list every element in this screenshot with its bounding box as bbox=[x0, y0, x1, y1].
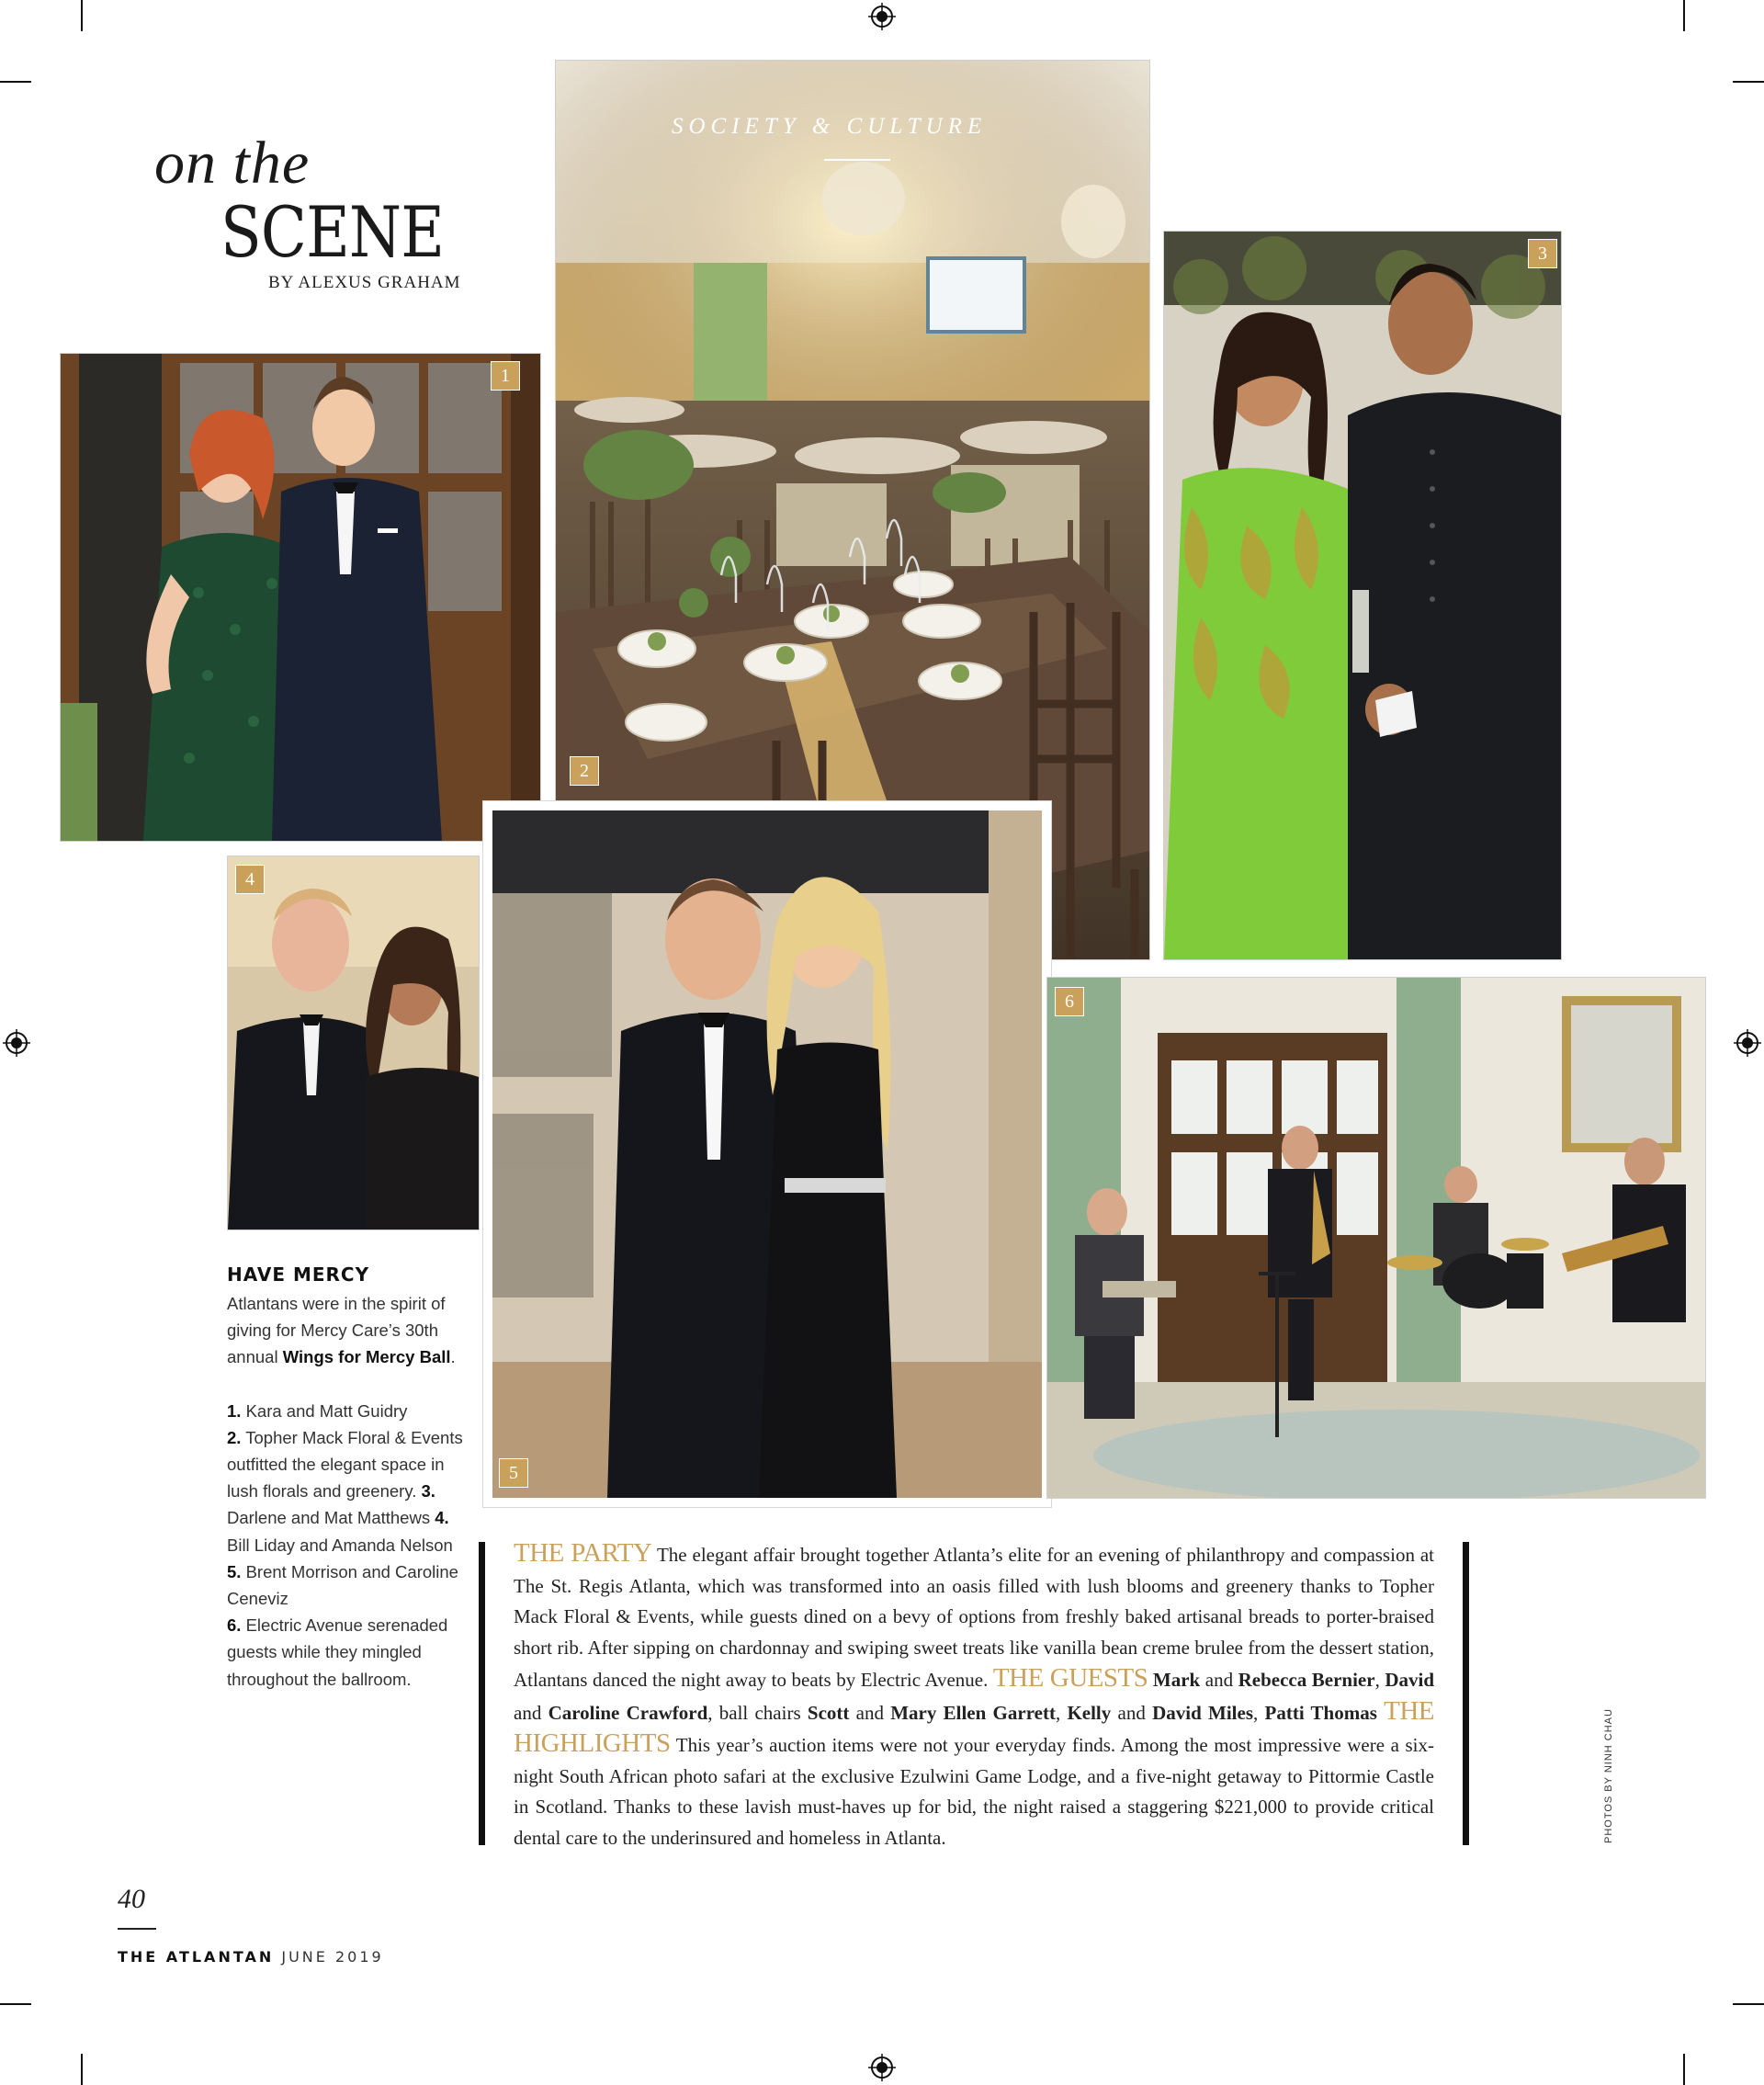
section-label: SOCIETY & CULTURE bbox=[672, 114, 988, 139]
photo-band bbox=[1046, 977, 1706, 1499]
photo-number-badge: 6 bbox=[1055, 987, 1084, 1016]
couple-3-image bbox=[1164, 232, 1561, 959]
party-text: The elegant affair brought together Atlanta’s elite for an evening of philanthropy and compassion at The St. Regis Atlanta, which was transformed into an oasis filled with lush blooms and greenery thanks to Topher Mack Floral & Events, while guests dined on a bevy of options from freshly baked artisanal breads to porter-braised short rib. After sipping on chardonnay and swiping sweet treats like vanilla bean creme brulee from the dessert station, Atlantans danced the night away to beats by Electric Avenue. bbox=[514, 1544, 1434, 1691]
headline-on-the: on the bbox=[154, 130, 311, 197]
guest-name: David bbox=[1385, 1669, 1435, 1691]
photo-number-badge: 3 bbox=[1528, 239, 1557, 268]
crop-mark bbox=[81, 0, 83, 31]
registration-mark-icon bbox=[1734, 1029, 1761, 1057]
couple-5-image bbox=[492, 810, 1042, 1498]
crop-mark bbox=[81, 2054, 83, 2085]
band-image bbox=[1047, 978, 1705, 1498]
section-rule bbox=[824, 159, 890, 161]
caption-item: 1. Kara and Matt Guidry bbox=[227, 1400, 408, 1421]
caption-item: 3. Darlene and Mat Matthews bbox=[227, 1481, 435, 1528]
registration-mark-icon bbox=[868, 2054, 896, 2081]
heading-the-party: THE PARTY bbox=[514, 1538, 652, 1568]
registration-mark-icon bbox=[3, 1029, 30, 1057]
crop-mark bbox=[0, 81, 31, 83]
caption-item: 5. Brent Morrison and Caroline Ceneviz bbox=[227, 1561, 458, 1609]
photo-credit: PHOTOS BY NINH CHAU bbox=[1603, 1708, 1614, 1843]
sidebar-intro-text: Atlantans were in the spirit of giving for Mercy Care’s 30th annual bbox=[227, 1294, 446, 1367]
heading-the-guests: THE GUESTS bbox=[992, 1663, 1148, 1693]
photo-number-badge: 4 bbox=[235, 865, 265, 894]
photo-couple-5 bbox=[483, 801, 1051, 1507]
photo-couple-3 bbox=[1163, 231, 1562, 960]
crop-mark bbox=[1683, 0, 1685, 31]
guest-name: Mark bbox=[1152, 1669, 1201, 1691]
guest-name: Patti Thomas bbox=[1264, 1701, 1377, 1724]
photo-couple-4 bbox=[227, 856, 480, 1230]
byline: BY ALEXUS GRAHAM bbox=[268, 273, 461, 292]
issue-date: JUNE 2019 bbox=[281, 1948, 384, 1966]
heading-the-highlights: THE HIGHLIGHTS bbox=[514, 1695, 1435, 1758]
event-name: Wings for Mercy Ball bbox=[282, 1347, 451, 1367]
caption-list bbox=[227, 1398, 466, 1693]
caption-item: 4. Bill Liday and Amanda Nelson bbox=[227, 1508, 453, 1555]
sidebar-intro bbox=[227, 1290, 466, 1371]
crop-mark bbox=[1733, 81, 1764, 83]
couple-1-image bbox=[61, 354, 540, 841]
article-bar-left bbox=[479, 1542, 485, 1845]
guest-name: Mary Ellen Garrett bbox=[890, 1701, 1056, 1724]
guest-name: David Miles bbox=[1152, 1701, 1254, 1724]
page-number: 40 bbox=[118, 1884, 145, 1914]
caption-item: 2. Topher Mack Floral & Events outfitted the elegant space in lush florals and greenery. bbox=[227, 1427, 463, 1501]
crop-mark bbox=[1683, 2054, 1685, 2085]
sidebar-title: HAVE MERCY bbox=[227, 1263, 370, 1286]
crop-mark bbox=[1733, 2003, 1764, 2005]
photo-number-badge: 1 bbox=[491, 361, 520, 391]
sidebar-intro-end: . bbox=[450, 1347, 456, 1367]
headline-scene: SCENE bbox=[220, 191, 445, 273]
guest-name: Rebecca Bernier bbox=[1238, 1669, 1375, 1691]
article-bar-right bbox=[1463, 1542, 1469, 1845]
page-number-rule bbox=[118, 1928, 156, 1930]
guest-name: Scott bbox=[807, 1701, 850, 1724]
caption-item: 6. Electric Avenue serenaded guests while they mingled throughout the ballroom. bbox=[227, 1615, 448, 1689]
crop-mark bbox=[0, 2003, 31, 2005]
highlights-text: This year’s auction items were not your everyday finds. Among the most impressive were a six-night South African photo safari at the exclusive Ezulwini Game Lodge, and a five-night getaway to Pittormie Castle in Scotland. Thanks to these lavish must-haves up for bid, the night raised a staggering $221,000 to provide critical dental care to the underinsured and homeless in Atlanta. bbox=[514, 1734, 1434, 1849]
footer-magazine bbox=[118, 1948, 384, 1966]
guest-name: Caroline Crawford bbox=[548, 1701, 708, 1724]
couple-4-image bbox=[228, 856, 479, 1229]
magazine-name: THE ATLANTAN bbox=[118, 1948, 275, 1966]
sidebar-captions bbox=[227, 1290, 466, 1693]
photo-number-badge: 2 bbox=[570, 756, 599, 786]
guest-name: Kelly bbox=[1067, 1701, 1112, 1724]
photo-couple-1 bbox=[60, 353, 541, 842]
article-body: THE PARTY The elegant affair brought together Atlanta’s elite for an evening of philanthropy and compassion at The St. Regis Atlanta, which was transformed into an oasis filled with lush blooms and greenery thanks to Topher Mack Floral & Events, while guests dined on a bevy of options from freshly baked artisanal breads to porter-braised short rib. After sipping on chardonnay and swiping sweet treats like vanilla bean creme brulee from the dessert station, Atlantans danced the night away to beats by Electric Avenue. THE GUESTS Mark and Rebecca Bernier, David and Caroline Crawford, ball chairs Scott and Mary Ellen Garrett, Kelly and David Miles, Patti Thomas THE HIGHLIGHTS This year’s auction items were not your everyday finds. Among the most impressive were a six-night South African photo safari at the exclusive Ezulwini Game Lodge, and a five-night getaway to Pittormie Castle in Scotland. Thanks to these lavish must-haves up for bid, the night raised a staggering $221,000 to provide critical dental care to the underinsured and homeless in Atlanta. bbox=[514, 1538, 1435, 1849]
photo-number-badge: 5 bbox=[499, 1458, 528, 1488]
registration-mark-icon bbox=[868, 3, 896, 30]
